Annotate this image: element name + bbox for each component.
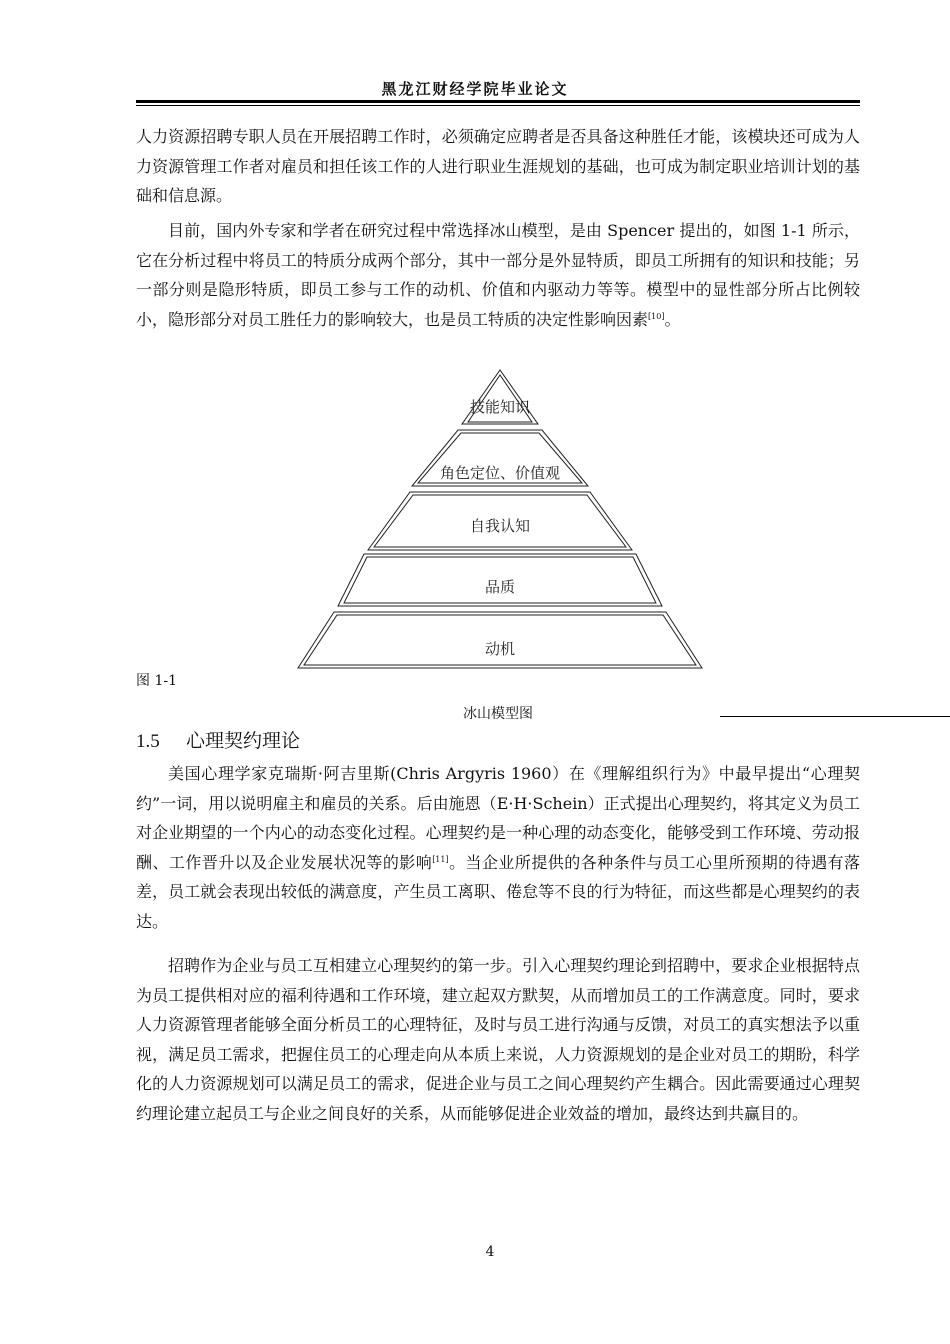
citation-11: [11]: [432, 854, 449, 864]
iceberg-pyramid-diagram: [290, 366, 710, 672]
section-number: 1.5: [136, 731, 160, 752]
pyramid-layer-5-label: 动机: [484, 640, 516, 658]
pyramid-layer-2-label: 角色定位、价值观: [439, 464, 561, 482]
figure-label: 图 1-1: [136, 673, 177, 689]
page-number: 4: [485, 1244, 495, 1260]
paragraph-recruitment-contract: 招聘作为企业与员工互相建立心理契约的第一步。引入心理契约理论到招聘中，要求企业根据特点为员工提供相对应的福利待遇和工作环境，建立起双方默契，从而增加员工的工作满意度。同时，要求人力资源管理者能够全面分析员工的心理特征，及时与员工进行沟通与反馈，对员工的真实想法予以重视，满足员工需求，把握住员工的心理走向从本质上来说，人力资源规划的是企业对员工的期盼，科学化的人力资源规划可以满足员工的需求，促进企业与员工之间心理契约产生耦合。因此需要通过心理契约理论建立起员工与企业之间良好的关系，从而能够促进企业效益的增加，最终达到共赢目的。: [136, 956, 860, 1123]
pyramid-layer-4-label: 品质: [484, 578, 516, 596]
header-rule-thin: [136, 105, 860, 106]
section-heading: [136, 726, 300, 753]
paragraph-iceberg-model-text: 目前，国内外专家和学者在研究过程中常选择冰山模型，是由 Spencer 提出的，如图 1-1 所示，它在分析过程中将员工的特质分成两个部分，其中一部分是外显特质，即员工所拥有的知识和技能；另一部分则是隐形特质，即员工参与工作的动机、价值和内驱动力等等。模型中的显性部分所占比例较小，隐形部分对员工胜任力的影响较大，也是员工特质的决定性影响因素: [136, 221, 860, 329]
paragraph-psychological-contract-end: 。当企业所提供的各种条件与员工心里所预期的待遇有落差，员工就会表现出较低的满意度，产生员工离职、倦怠等不良的行为特征，而这些都是心理契约的表达。: [136, 852, 860, 931]
paragraph-psychological-contract-text: 美国心理学家克瑞斯·阿吉里斯(Chris Argyris 1960）在《理解组织行为》中最早提出“心理契约”一词，用以说明雇主和雇员的关系。后由施恩（E·H·Schein）正式提出心理契约，将其定义为员工对企业期望的一个内心的动态变化过程。心理契约是一种心理的动态变化，能够受到工作环境、劳动报酬、工作晋升以及企业发展状况等的影响: [136, 764, 860, 872]
figure-caption: 冰山模型图: [463, 706, 533, 722]
paragraph-competency-recruitment: 人力资源招聘专职人员在开展招聘工作时，必须确定应聘者是否具备这种胜任才能，该模块还可成为人力资源管理工作者对雇员和担任该工作的人进行职业生涯规划的基础，也可成为制定职业培训计划的基础和信息源。: [136, 127, 860, 205]
running-header-title: 黑龙江财经学院毕业论文: [381, 80, 569, 98]
caption-rule: [720, 716, 950, 717]
paragraph-iceberg-model-end: 。: [664, 309, 681, 329]
paragraph-iceberg-model: [136, 216, 860, 334]
header-rule-thick: [136, 100, 860, 103]
pyramid-layer-3-label: 自我认知: [469, 517, 531, 535]
section-title: 心理契约理论: [186, 730, 301, 752]
citation-10: [10]: [648, 311, 665, 321]
pyramid-layer-1-label: 技能知识: [469, 398, 531, 416]
paragraph-psychological-contract: [136, 759, 860, 936]
